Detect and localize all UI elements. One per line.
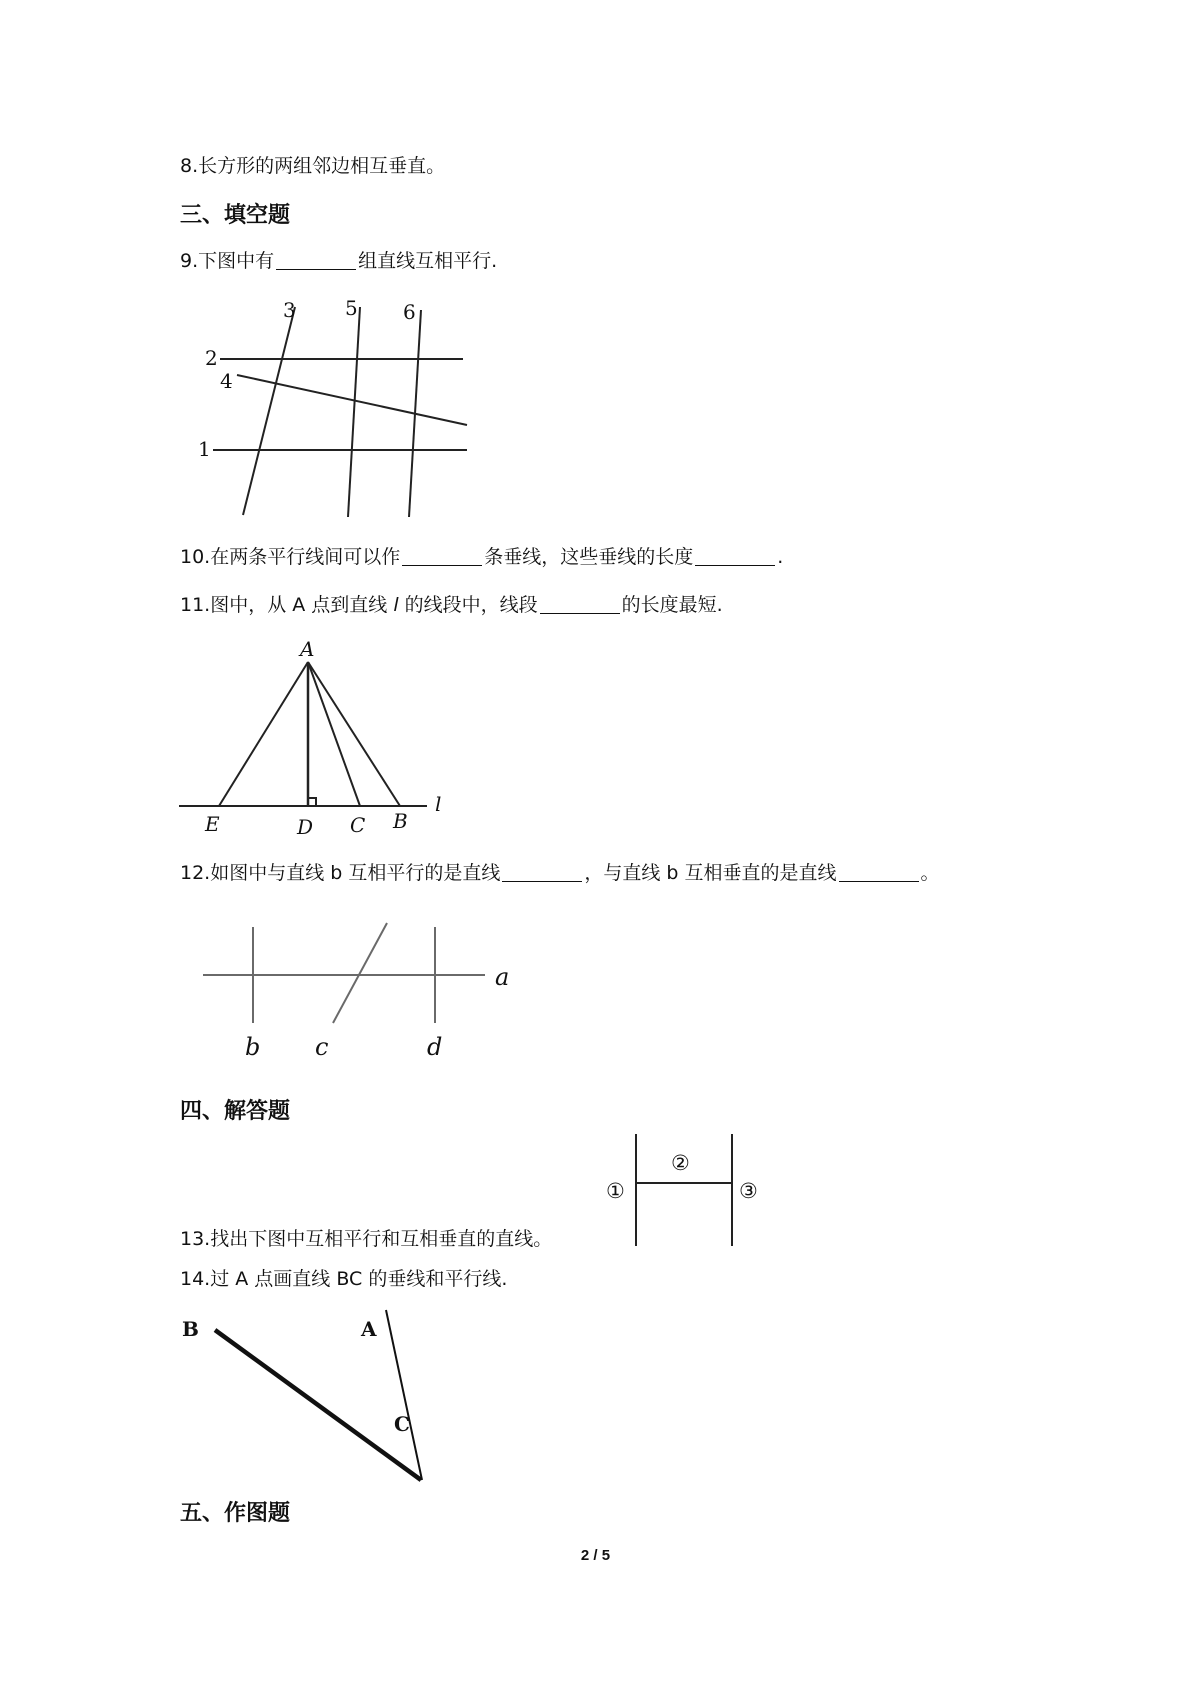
label-6: 6 <box>403 300 416 324</box>
label-l: l <box>435 792 442 816</box>
question-12-pre: 12.如图中与直线 b 互相平行的是直线 <box>180 862 501 884</box>
label-5: 5 <box>345 296 358 320</box>
line-3 <box>243 307 295 515</box>
question-14: 14.过 A 点画直线 BC 的垂线和平行线. <box>180 1268 508 1290</box>
label-A: A <box>300 637 315 661</box>
figure-q11-triangle <box>175 636 465 846</box>
label-2: 2 <box>205 346 218 370</box>
figure-q14-lines <box>175 1300 445 1490</box>
label-b: b <box>245 1033 261 1061</box>
section-4-heading: 四、解答题 <box>180 1098 291 1124</box>
answer-blank[interactable] <box>276 269 356 270</box>
answer-blank[interactable] <box>695 565 775 566</box>
section-5-heading: 五、作图题 <box>180 1500 291 1526</box>
question-11-pre: 11.图中，从 A 点到直线 <box>180 594 394 616</box>
label-circle-1: ① <box>606 1179 625 1203</box>
label-C: C <box>350 813 366 837</box>
question-9-post: 组直线互相平行. <box>358 250 498 272</box>
label-d: d <box>427 1033 443 1061</box>
question-8: 8.长方形的两组邻边相互垂直。 <box>180 155 446 177</box>
figure-q12-lines <box>195 905 525 1065</box>
label-4: 4 <box>220 369 233 393</box>
label-c: c <box>315 1033 329 1061</box>
figure-q13-lines <box>605 1128 775 1258</box>
answer-blank[interactable] <box>402 565 482 566</box>
label-3: 3 <box>283 298 296 322</box>
label-circle-3: ③ <box>739 1179 758 1203</box>
question-10-pre: 10.在两条平行线间可以作 <box>180 546 401 568</box>
label-D: D <box>297 815 314 839</box>
question-10 <box>180 548 783 567</box>
line-c <box>333 923 387 1023</box>
question-11-mid: 的线段中，线段 <box>398 594 538 616</box>
question-12 <box>180 864 940 883</box>
question-9 <box>180 252 497 271</box>
answer-blank[interactable] <box>540 613 620 614</box>
segment-AB <box>308 662 400 806</box>
section-3-heading: 三、填空题 <box>180 202 291 228</box>
question-9-pre: 9.下图中有 <box>180 250 275 272</box>
label-a: a <box>495 963 510 991</box>
segment-AC <box>308 662 360 806</box>
line-BC <box>215 1330 421 1480</box>
label-C: C <box>394 1412 410 1436</box>
question-10-post: . <box>777 546 784 568</box>
label-E: E <box>205 812 220 836</box>
label-A: A <box>361 1317 377 1341</box>
label-B: B <box>182 1317 199 1341</box>
question-11 <box>180 596 723 615</box>
question-10-mid: 条垂线，这些垂线的长度 <box>484 546 694 568</box>
line-AC <box>386 1310 422 1480</box>
line-5 <box>348 307 360 517</box>
segment-AE <box>219 662 308 806</box>
question-12-mid: ，与直线 b 互相垂直的是直线 <box>584 862 837 884</box>
label-B: B <box>393 809 408 833</box>
label-1: 1 <box>198 437 211 461</box>
page-number: 2 / 5 <box>580 1547 611 1564</box>
answer-blank[interactable] <box>839 881 919 882</box>
label-circle-2: ② <box>671 1151 690 1175</box>
question-13: 13.找出下图中互相平行和互相垂直的直线。 <box>180 1228 553 1250</box>
answer-blank[interactable] <box>502 881 582 882</box>
line-l-label: l <box>393 594 399 616</box>
question-11-post: 的长度最短. <box>621 594 723 616</box>
question-12-post: 。 <box>920 862 940 884</box>
figure-q9-lines <box>195 295 475 525</box>
